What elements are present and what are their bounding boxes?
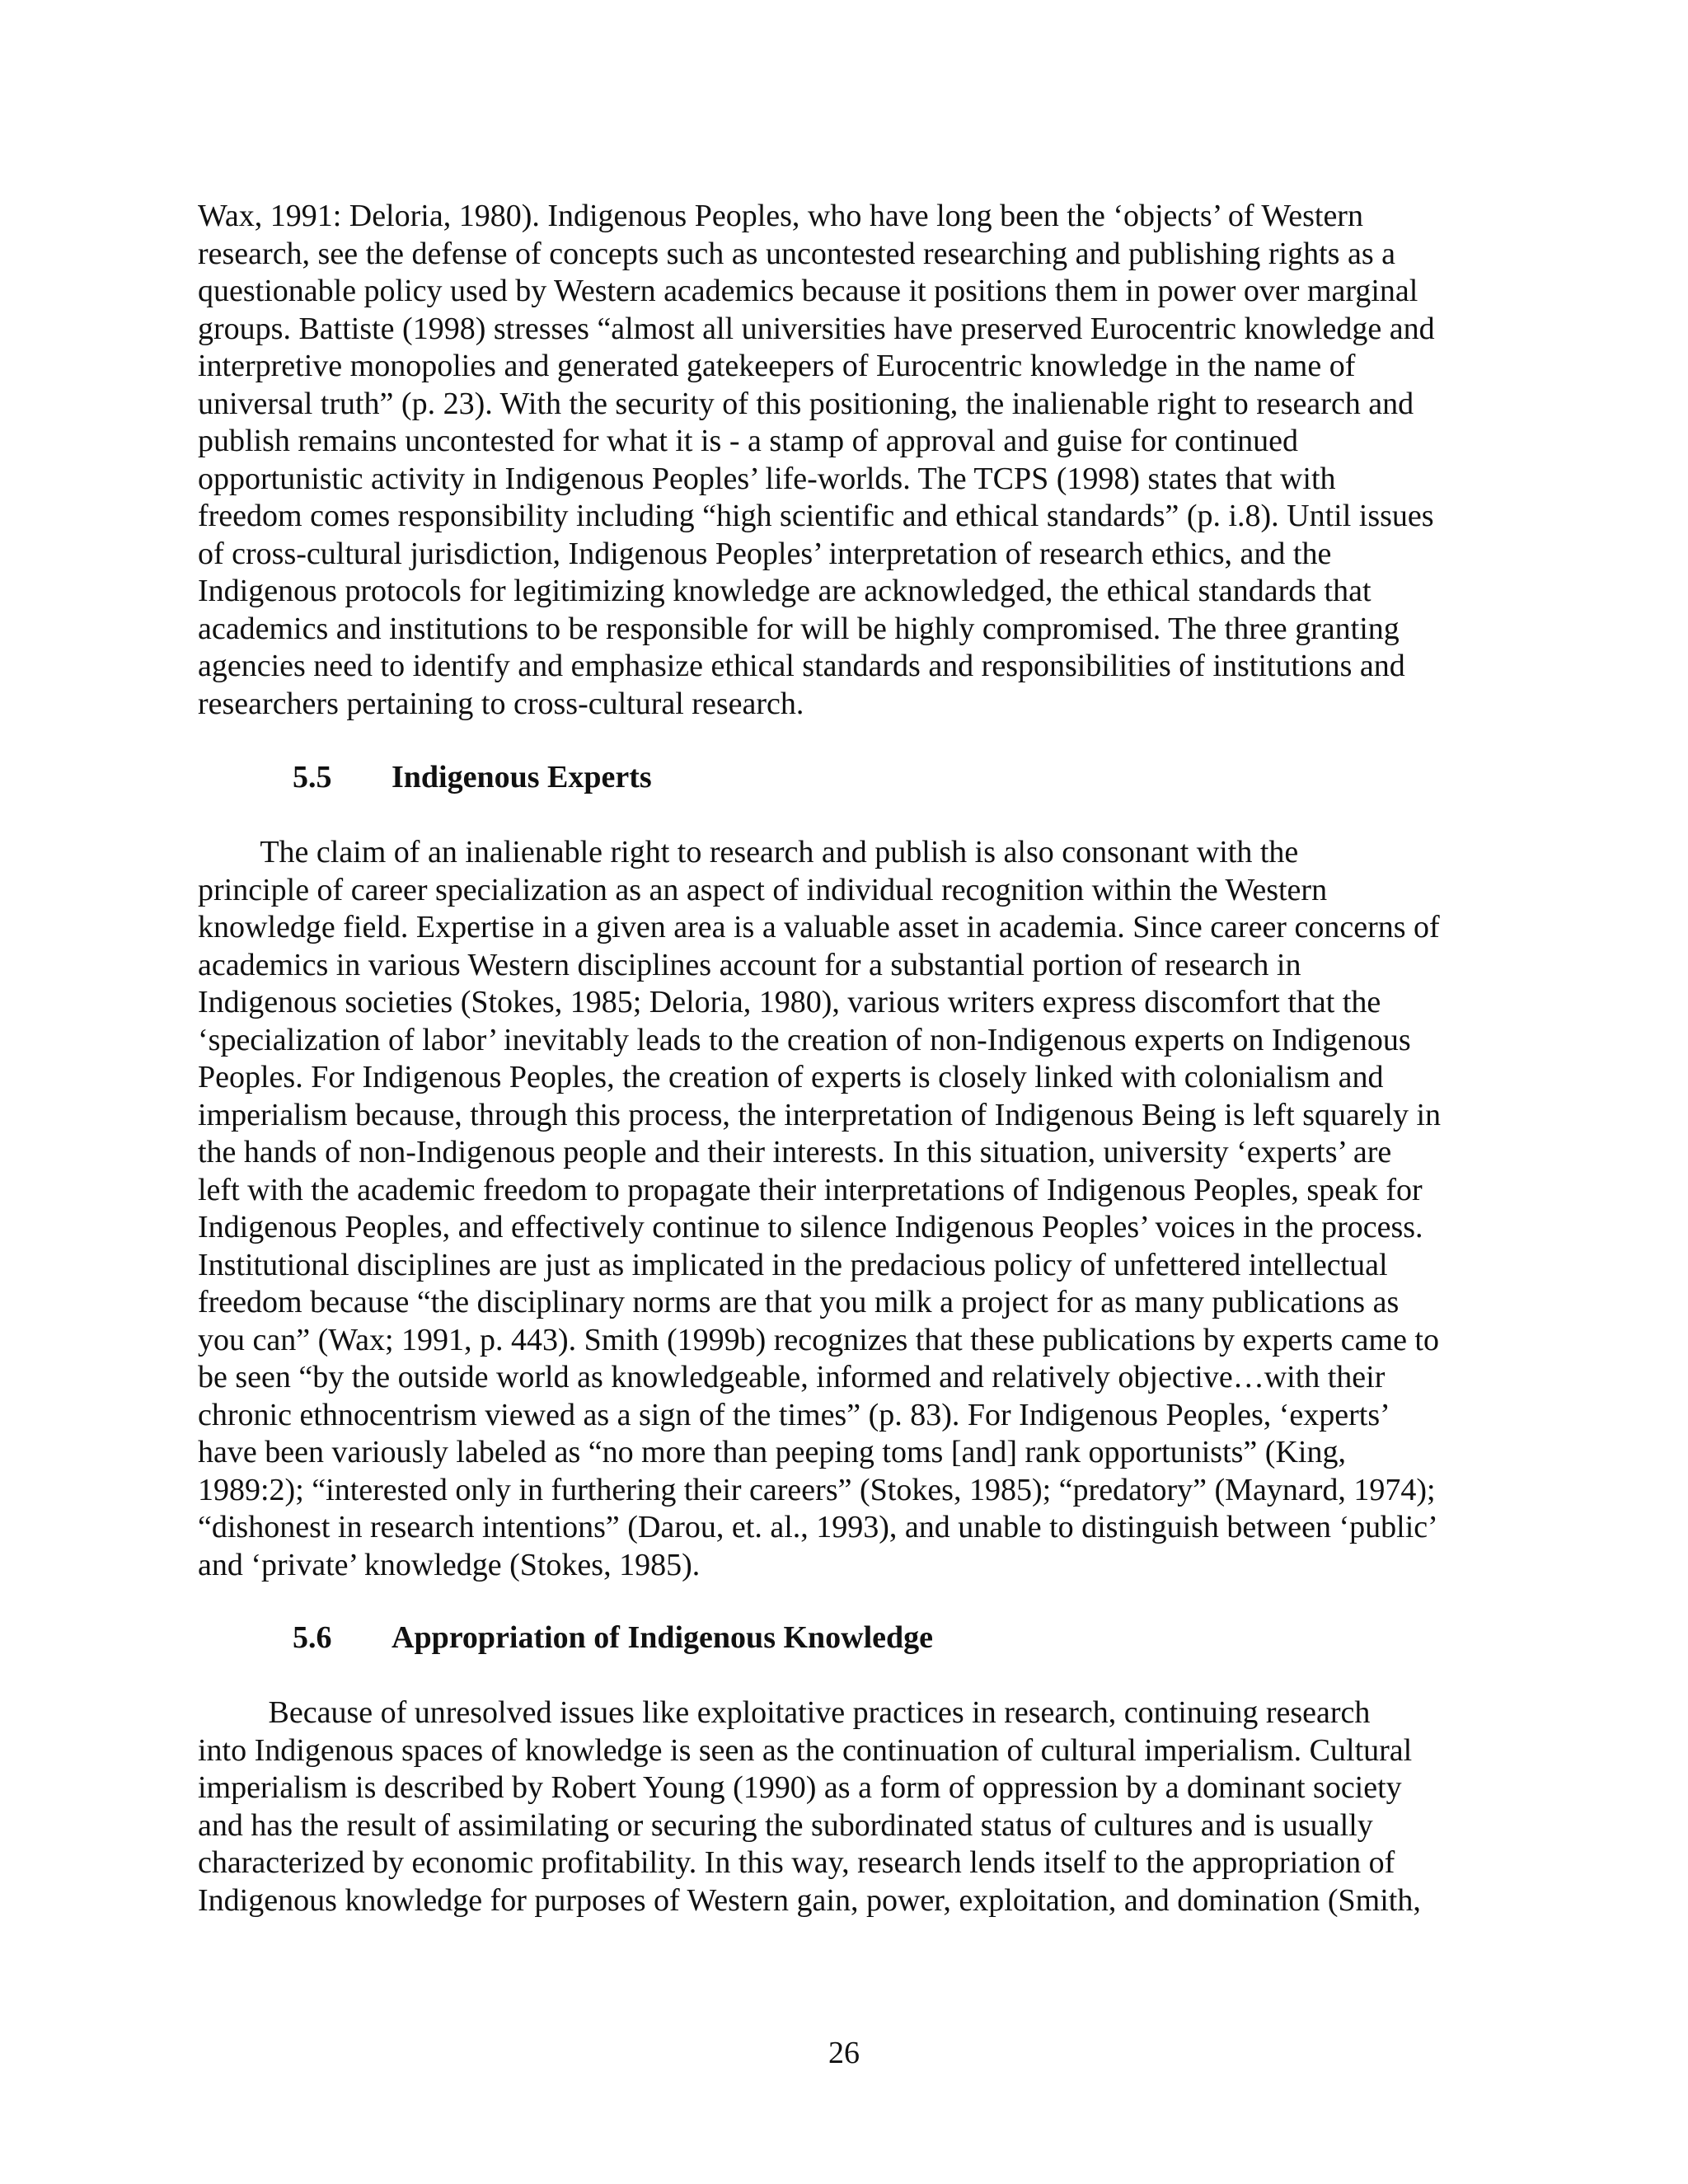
- text-line: opportunistic activity in Indigenous Peoples’ life-worlds. The TCPS (1998) states that with: [198, 461, 1336, 496]
- text-line: 1989:2); “interested only in furthering their careers” (Stokes, 1985); “predatory” (Maynard, 1974);: [198, 1472, 1436, 1507]
- paragraph-indigenous-experts: [198, 834, 1496, 1584]
- text-line: Because of unresolved issues like exploitative practices in research, continuing research: [198, 1695, 1371, 1730]
- paragraph-continued: [198, 198, 1496, 723]
- text-line: chronic ethnocentrism viewed as a sign of the times” (p. 83). For Indigenous Peoples, ‘experts’: [198, 1397, 1390, 1432]
- text-line: questionable policy used by Western academics because it positions them in power over marginal: [198, 274, 1418, 308]
- text-line: freedom because “the disciplinary norms are that you milk a project for as many publications as: [198, 1285, 1400, 1319]
- text-line: knowledge field. Expertise in a given area is a valuable asset in academia. Since career concerns of: [198, 910, 1440, 944]
- text-line: you can” (Wax; 1991, p. 443). Smith (1999b) recognizes that these publications by experts came to: [198, 1322, 1439, 1357]
- text-line: Institutional disciplines are just as implicated in the predacious policy of unfettered intellectual: [198, 1247, 1388, 1282]
- text-line: publish remains uncontested for what it is - a stamp of approval and guise for continued: [198, 424, 1298, 458]
- text-line: principle of career specialization as an aspect of individual recognition within the Western: [198, 872, 1328, 907]
- text-line: characterized by economic profitability. In this way, research lends itself to the appropriation of: [198, 1845, 1395, 1880]
- text-line: Wax, 1991: Deloria, 1980). Indigenous Peoples, who have long been the ‘objects’ of Western: [198, 199, 1363, 233]
- section-title: Indigenous Experts: [392, 760, 652, 794]
- text-line: Indigenous Peoples, and effectively continue to silence Indigenous Peoples’ voices in the process.: [198, 1210, 1423, 1244]
- text-line: academics in various Western disciplines account for a substantial portion of research in: [198, 947, 1301, 982]
- text-line: Indigenous knowledge for purposes of Western gain, power, exploitation, and domination (Smith,: [198, 1882, 1421, 1918]
- text-line: freedom comes responsibility including “high scientific and ethical standards” (p. i.8). Until issues: [198, 499, 1434, 533]
- text-line: academics and institutions to be responsible for will be highly compromised. The three granting: [198, 611, 1400, 646]
- section-number: 5.5: [293, 760, 332, 794]
- text-line: agencies need to identify and emphasize ethical standards and responsibilities of institutions and: [198, 649, 1405, 683]
- paragraph-appropriation: [198, 1694, 1496, 1919]
- page-number: 26: [828, 2036, 860, 2070]
- text-line: universal truth” (p. 23). With the security of this positioning, the inalienable right to research and: [198, 386, 1414, 421]
- text-line: imperialism is described by Robert Young (1990) as a form of oppression by a dominant society: [198, 1770, 1402, 1805]
- text-line: groups. Battiste (1998) stresses “almost all universities have preserved Eurocentric knowledge and: [198, 311, 1435, 346]
- text-line: The claim of an inalienable right to research and publish is also consonant with the: [198, 835, 1299, 869]
- text-line: researchers pertaining to cross-cultural research.: [198, 686, 804, 721]
- text-line: “dishonest in research intentions” (Darou, et. al., 1993), and unable to distinguish between ‘public’: [198, 1510, 1438, 1544]
- text-line: have been variously labeled as “no more than peeping toms [and] rank opportunists” (King,: [198, 1435, 1346, 1469]
- text-line: of cross-cultural jurisdiction, Indigenous Peoples’ interpretation of research ethics, and the: [198, 536, 1332, 571]
- text-line: interpretive monopolies and generated gatekeepers of Eurocentric knowledge in the name of: [198, 349, 1356, 383]
- text-line: and has the result of assimilating or securing the subordinated status of cultures and is usually: [198, 1807, 1373, 1843]
- text-line: be seen “by the outside world as knowledgeable, informed and relatively objective…with their: [198, 1360, 1386, 1394]
- text-line: Peoples. For Indigenous Peoples, the creation of experts is closely linked with colonialism and: [198, 1060, 1384, 1094]
- text-line: left with the academic freedom to propagate their interpretations of Indigenous Peoples, speak for: [198, 1172, 1423, 1207]
- text-line: into Indigenous spaces of knowledge is seen as the continuation of cultural imperialism. Cultural: [198, 1732, 1413, 1768]
- text-line: research, see the defense of concepts such as uncontested researching and publishing rights as a: [198, 236, 1395, 271]
- text-line: ‘specialization of labor’ inevitably leads to the creation of non-Indigenous experts on Indigenous: [198, 1022, 1411, 1057]
- text-line: the hands of non-Indigenous people and their interests. In this situation, university ‘experts’ are: [198, 1135, 1392, 1169]
- section-title: Appropriation of Indigenous Knowledge: [392, 1620, 934, 1655]
- text-line: and ‘private’ knowledge (Stokes, 1985).: [198, 1547, 701, 1582]
- section-heading-5-6: [293, 1619, 933, 1657]
- text-line: imperialism because, through this process, the interpretation of Indigenous Being is left squarely in: [198, 1097, 1442, 1132]
- text-line: Indigenous protocols for legitimizing knowledge are acknowledged, the ethical standards that: [198, 574, 1372, 608]
- section-number: 5.6: [293, 1620, 332, 1655]
- section-heading-5-5: [293, 758, 652, 796]
- text-line: Indigenous societies (Stokes, 1985; Deloria, 1980), various writers express discomfort that the: [198, 985, 1381, 1019]
